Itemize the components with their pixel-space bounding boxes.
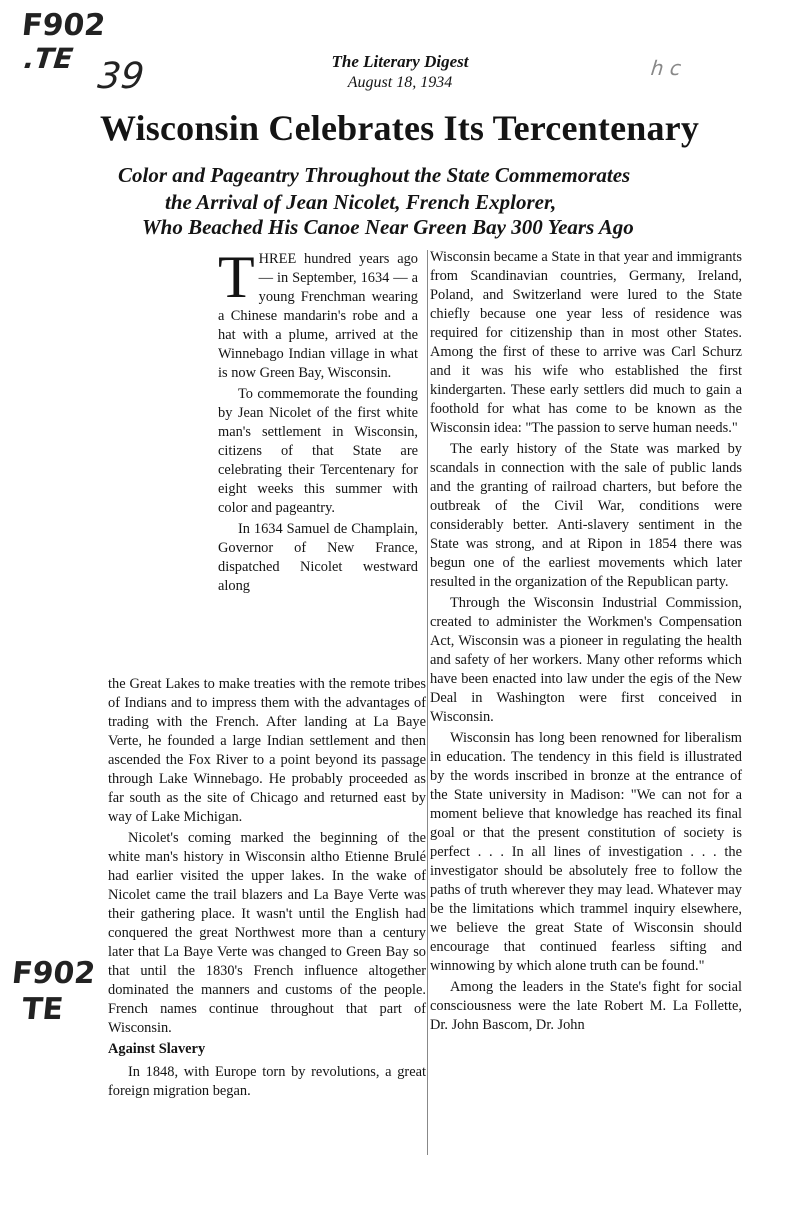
paragraph: To commemorate the founding by Jean Nicolet of the first white man's settlement in Wisconsin, citizens of that State are celebrating their Tercentenary for eight weeks this summer with color and pageantry. — [218, 386, 418, 516]
paragraph: In 1848, with Europe torn by revolutions, a great foreign migration began. — [108, 1064, 426, 1099]
subheadline-line: Who Beached His Canoe Near Green Bay 300 Years Ago — [142, 215, 634, 239]
article-headline: Wisconsin Celebrates Its Tercentenary — [100, 108, 700, 148]
paragraph: the Great Lakes to make treaties with the remote tribes of Indians and to impress them with the advantages of trading with the French. After landing at La Baye Verte, he founded a large Indian settlement and then ascended the Fox River to a point beyond its passage through Lake Winnebago. He probably proceeded as far south as the site of Chicago and returned east by way of Lake Michigan. — [108, 676, 426, 825]
handwritten-annotation: h c — [649, 56, 683, 80]
column-divider — [427, 250, 428, 1155]
publication-date: August 18, 1934 — [347, 74, 453, 91]
paragraph: The early history of the State was marked by scandals in connection with the sale of public lands and the granting of railroad charters, but before the outbreak of the Civil War, conditions were considerably better. Anti-slavery sentiment in the State was strong, and at Ripon in 1854 there was begun one of the earliest movements which later resulted in the organization of the Republican party. — [430, 441, 742, 590]
left-column-top — [218, 244, 418, 598]
handwritten-annotation: .TE — [22, 42, 75, 75]
drop-cap: T — [218, 244, 255, 310]
subheadline-line: the Arrival of Jean Nicolet, French Explorer, — [165, 190, 557, 214]
publication-name: The Literary Digest — [331, 52, 469, 71]
paragraph: Wisconsin has long been renowned for liberalism in education. The tendency in this field is illustrated by the words inscribed in bronze at the entrance of the State university in Madison: "We can not for a moment believe that knowledge has reached its final goal or that the present constitution of society is perfect . . . In all lines of investigation . . . the investigator should be absolutely free to follow the paths of truth wherever they may lead. Whatever may be the limitations which trammel inquiry elsewhere, we believe the great State of Wisconsin should encourage that continued fearless sifting and winnowing by which alone truth can be found." — [430, 730, 742, 974]
paragraph — [218, 244, 418, 383]
handwritten-annotation: TE — [20, 992, 65, 1027]
paragraph: Nicolet's coming marked the beginning of the white man's history in Wisconsin altho Etienne Brulé had earlier visited the upper lakes. In the wake of Nicolet came the trail blazers and La Baye Verte was their gathering place. It wasn't until the English had conquered the great Northwest more than a century later that La Baye Verte was changed to Green Bay so that until the 1830's French influence altogether dominated the manners and customs of the people. French names continue throughout that part of Wisconsin. — [108, 830, 426, 1036]
paragraph-text: HREE hundred years ago — in September, 1634 — a young Frenchman wearing a Chinese mandarin's robe and a hat with a plume, arrived at the Winnebago Indian village in what is now Green Bay, Wisconsin. — [218, 251, 418, 381]
handwritten-annotation: F902 — [20, 8, 107, 43]
subheadline-line: Color and Pageantry Throughout the State Commemorates — [118, 163, 631, 187]
paragraph: Among the leaders in the State's fight for social consciousness were the late Robert M. La Follette, Dr. John Bascom, Dr. John — [430, 979, 742, 1033]
left-column-bottom — [108, 675, 426, 1103]
section-subhead: Against Slavery — [108, 1041, 206, 1057]
handwritten-page-number: 39 — [95, 56, 146, 97]
paragraph: In 1634 Samuel de Champlain, Governor of New France, dispatched Nicolet westward along — [218, 521, 418, 594]
handwritten-annotation: F902 — [10, 956, 97, 991]
paragraph: Through the Wisconsin Industrial Commission, created to administer the Workmen's Compensation Act, Wisconsin was a pioneer in regulating the health and safety of her workers. Many other reforms which have been enacted into law under the egis of the New Deal in Washington were first conceived in Wisconsin. — [430, 595, 742, 725]
paragraph: Wisconsin became a State in that year and immigrants from Scandinavian countries, Germany, Ireland, Poland, and Switzerland were lured to the State chiefly because one year less of residence was required for citizenship than in most other States. Among the first of these to arrive was Carl Schurz and it was his wife who established the first kindergarten. These early settlers did much to gain a foothold for what has come to be known as the Wisconsin idea: "The passion to serve human needs." — [430, 249, 742, 436]
right-column — [430, 248, 742, 1037]
